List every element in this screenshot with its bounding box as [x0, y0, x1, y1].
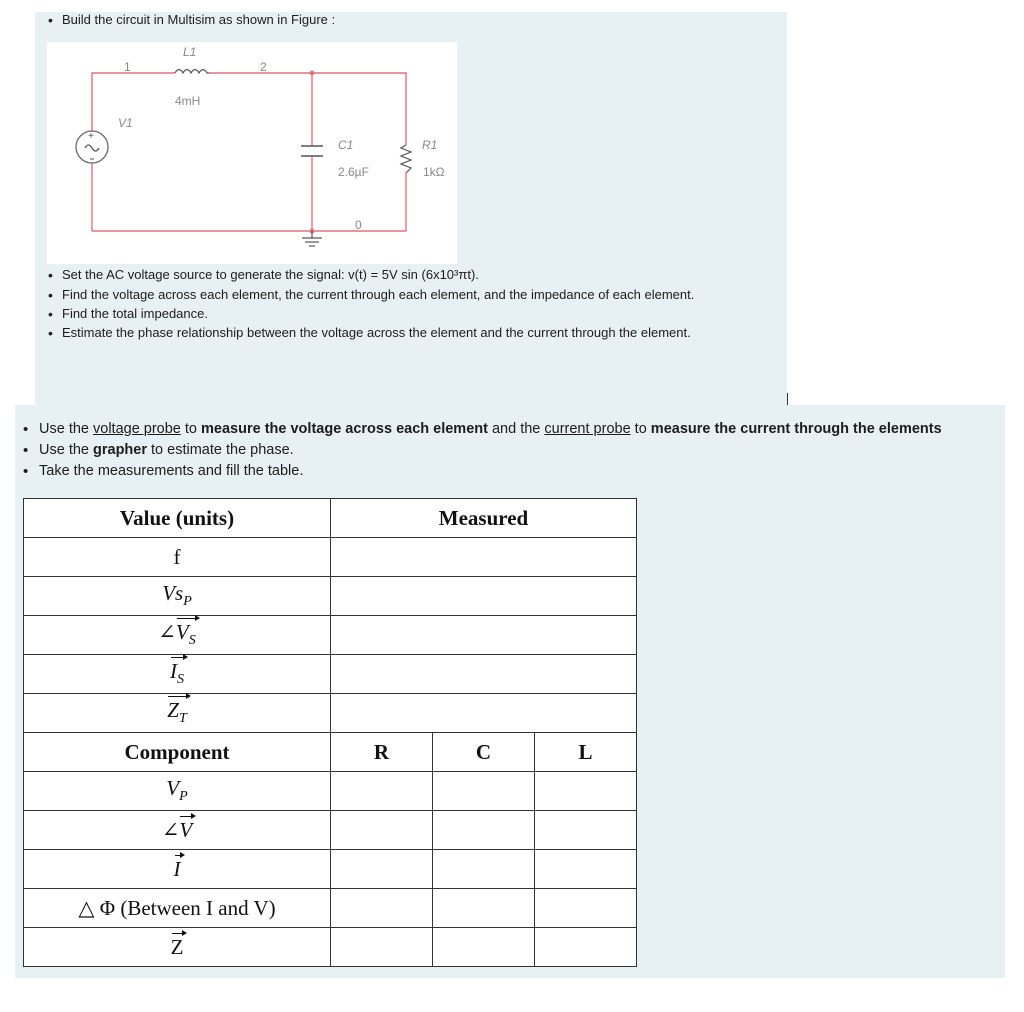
inductor-symbol — [175, 70, 209, 74]
capacitor-name: C1 — [338, 138, 354, 152]
source-plus: + — [88, 131, 94, 142]
table-row — [24, 616, 637, 655]
cell-vp-l[interactable] — [535, 772, 637, 811]
label-is: $I_S$ — [24, 655, 331, 694]
cell-z-l[interactable] — [535, 928, 637, 967]
ground-icon — [302, 231, 322, 246]
label-phase-difference: △ Φ (Between I and V) — [24, 889, 331, 928]
resistor-name: R1 — [422, 138, 438, 152]
node-label-1: 1 — [124, 60, 131, 74]
resistor-value: 1kΩ — [423, 165, 445, 179]
table-row — [24, 928, 637, 967]
cell-z-r[interactable] — [331, 928, 433, 967]
table-row — [24, 694, 637, 733]
cell-frequency[interactable] — [331, 538, 637, 577]
label-zt: $Z_T$ — [24, 694, 331, 733]
voltage-probe-link[interactable]: voltage probe — [93, 421, 181, 437]
bullet-total-impedance: • Find the total impedance. — [62, 306, 208, 321]
table-row — [24, 538, 637, 577]
cell-is[interactable] — [331, 655, 637, 694]
cell-phase-r[interactable] — [331, 889, 433, 928]
bullet-measurements: • Take the measurements and fill the table. — [39, 463, 303, 479]
node-label-2: 2 — [260, 60, 267, 74]
header-measured: Measured — [331, 499, 637, 538]
table-row — [24, 850, 637, 889]
bullet-signal: • Set the AC voltage source to generate the signal: v(t) = 5V sin (6x10³πt). — [62, 267, 479, 282]
bullet-grapher: • Use the grapher to estimate the phase. — [39, 442, 294, 458]
cell-vangle-l[interactable] — [535, 811, 637, 850]
node-dot-top — [310, 71, 315, 76]
cell-vangle-c[interactable] — [433, 811, 535, 850]
wire-top — [209, 73, 406, 145]
cell-z-c[interactable] — [433, 928, 535, 967]
resistor-symbol — [401, 145, 411, 173]
ground-node-label: 0 — [355, 218, 362, 232]
label-z: Z — [24, 928, 331, 967]
cell-phase-c[interactable] — [433, 889, 535, 928]
table-row — [24, 577, 637, 616]
table-row — [24, 499, 637, 538]
header-value-units: Value (units) — [24, 499, 331, 538]
label-vs-angle: $\angle V_S$ — [24, 616, 331, 655]
cell-vp-c[interactable] — [433, 772, 535, 811]
header-component: Component — [24, 733, 331, 772]
header-r: R — [331, 733, 433, 772]
current-probe-link[interactable]: current probe — [544, 421, 631, 437]
cell-vp-r[interactable] — [331, 772, 433, 811]
cell-vs-angle[interactable] — [331, 616, 637, 655]
capacitor-value: 2.6µF — [338, 165, 369, 179]
circuit-svg — [47, 42, 457, 264]
header-c: C — [433, 733, 535, 772]
circuit-diagram — [47, 42, 457, 264]
label-i: I — [24, 850, 331, 889]
header-l: L — [535, 733, 637, 772]
measurement-table — [23, 498, 637, 967]
bullet-phase-relationship: • Estimate the phase relationship between the voltage across the element and the current through the element. — [62, 325, 691, 340]
cell-vsp[interactable] — [331, 577, 637, 616]
cell-zt[interactable] — [331, 694, 637, 733]
text-cursor — [787, 393, 788, 405]
inductor-name: L1 — [183, 45, 197, 59]
source-name: V1 — [118, 116, 133, 130]
cell-phase-l[interactable] — [535, 889, 637, 928]
label-vp: $V_P$ — [24, 772, 331, 811]
table-row — [24, 811, 637, 850]
inductor-value: 4mH — [175, 94, 201, 108]
bullet-probes: • Use the voltage probe to measure the voltage across each element and the current probe to measure the current through the elements — [39, 421, 942, 437]
table-row — [24, 772, 637, 811]
cell-vangle-r[interactable] — [331, 811, 433, 850]
intro-bullet: • Build the circuit in Multisim as shown in Figure : — [62, 12, 335, 27]
cell-i-l[interactable] — [535, 850, 637, 889]
cell-i-r[interactable] — [331, 850, 433, 889]
bullet-find-voltage: • Find the voltage across each element, the current through each element, and the impedance of each element. — [62, 287, 694, 302]
cell-i-c[interactable] — [433, 850, 535, 889]
label-v-angle: ∠V — [24, 811, 331, 850]
wire-left-top — [92, 73, 175, 131]
label-vsp: $Vs_P$ — [24, 577, 331, 616]
table-row — [24, 733, 637, 772]
table-row — [24, 889, 637, 928]
table-row — [24, 655, 637, 694]
label-frequency: f — [24, 538, 331, 577]
